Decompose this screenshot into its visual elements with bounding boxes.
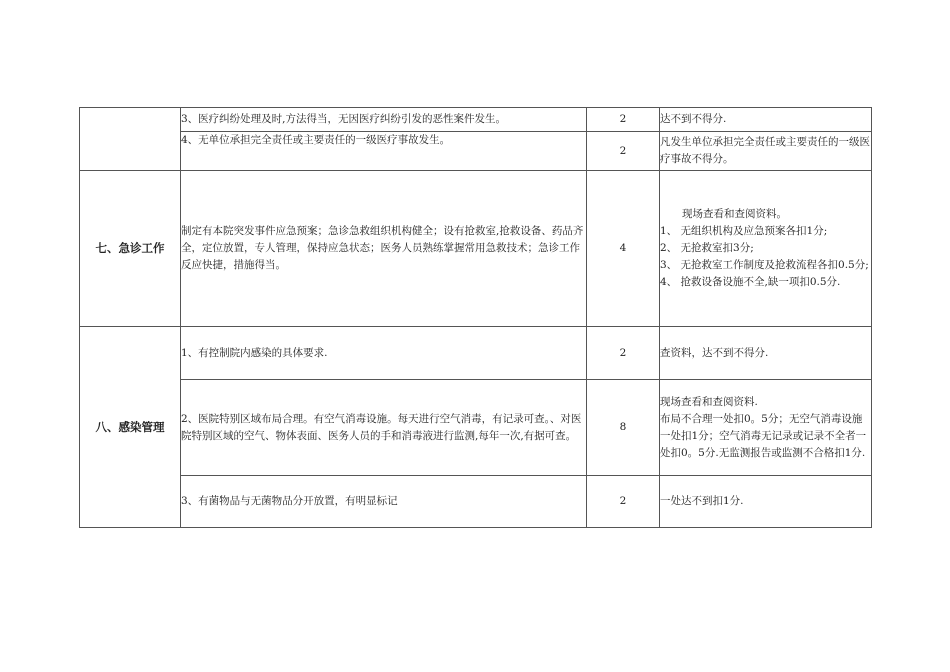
method-cell: 达不到不得分. — [660, 108, 872, 132]
method-cell — [660, 171, 872, 327]
score-cell: 2 — [587, 476, 660, 528]
score-cell: 2 — [587, 327, 660, 380]
section-label-emergency: 七、急诊工作 — [80, 171, 181, 327]
criteria-cell: 1、有控制院内感染的具体要求. — [181, 327, 587, 380]
method-line: 2、 无抢救室扣3分; — [660, 242, 754, 254]
section-label-infection: 八、感染管理 — [80, 327, 181, 528]
score-cell: 4 — [587, 171, 660, 327]
table-row — [80, 380, 872, 476]
method-line: 3、 无抢救室工作制度及抢救流程各扣0.5分; — [660, 259, 869, 271]
table-row — [80, 132, 872, 171]
method-cell: 一处达不到扣1分. — [660, 476, 872, 528]
table-row — [80, 327, 872, 380]
criteria-cell: 3、医疗纠纷处理及时,方法得当，无因医疗纠纷引发的恶性案件发生。 — [181, 108, 587, 132]
method-cell: 查资料，达不到不得分. — [660, 327, 872, 380]
score-cell: 2 — [587, 132, 660, 171]
section-cell-empty — [80, 108, 181, 171]
criteria-cell: 3、有菌物品与无菌物品分开放置，有明显标记 — [181, 476, 587, 528]
method-line: 1、 无组织机构及应急预案各扣1分; — [660, 225, 828, 237]
score-cell: 2 — [587, 108, 660, 132]
scoring-table — [79, 107, 872, 528]
criteria-cell: 2、医院特别区域布局合理。有空气消毒设施。每天进行空气消毒，有记录可查。、对医院特别区域的空气、物体表面、医务人员的手和消毒液进行监测,每年一次,有据可查。 — [181, 380, 587, 476]
method-cell: 凡发生单位承担完全责任或主要责任的一级医疗事故不得分。 — [660, 132, 872, 171]
criteria-cell: 制定有本院突发事件应急预案；急诊急救组织机构健全；设有抢救室,抢救设备、药品齐全，定位放置，专人管理，保持应急状态；医务人员熟练掌握常用急救技术；急诊工作反应快捷，措施得当。 — [181, 171, 587, 327]
table-row — [80, 171, 872, 327]
method-line: 4、 抢救设备设施不全,缺一项扣0.5分. — [660, 276, 841, 288]
score-cell: 8 — [587, 380, 660, 476]
method-line: 现场查看和查阅资料. — [660, 395, 758, 408]
table-row — [80, 108, 872, 132]
method-cell — [660, 380, 872, 476]
method-line: 布局不合理一处扣0。5分；无空气消毒设施一处扣1分；空气消毒无记录或记录不全者一处扣0。5分.无监测报告或监测不合格扣1分. — [660, 412, 867, 459]
method-line: 现场查看和查阅资料。 — [682, 208, 787, 220]
criteria-cell: 4、无单位承担完全责任或主要责任的一级医疗事故发生。 — [181, 132, 587, 171]
table-row — [80, 476, 872, 528]
